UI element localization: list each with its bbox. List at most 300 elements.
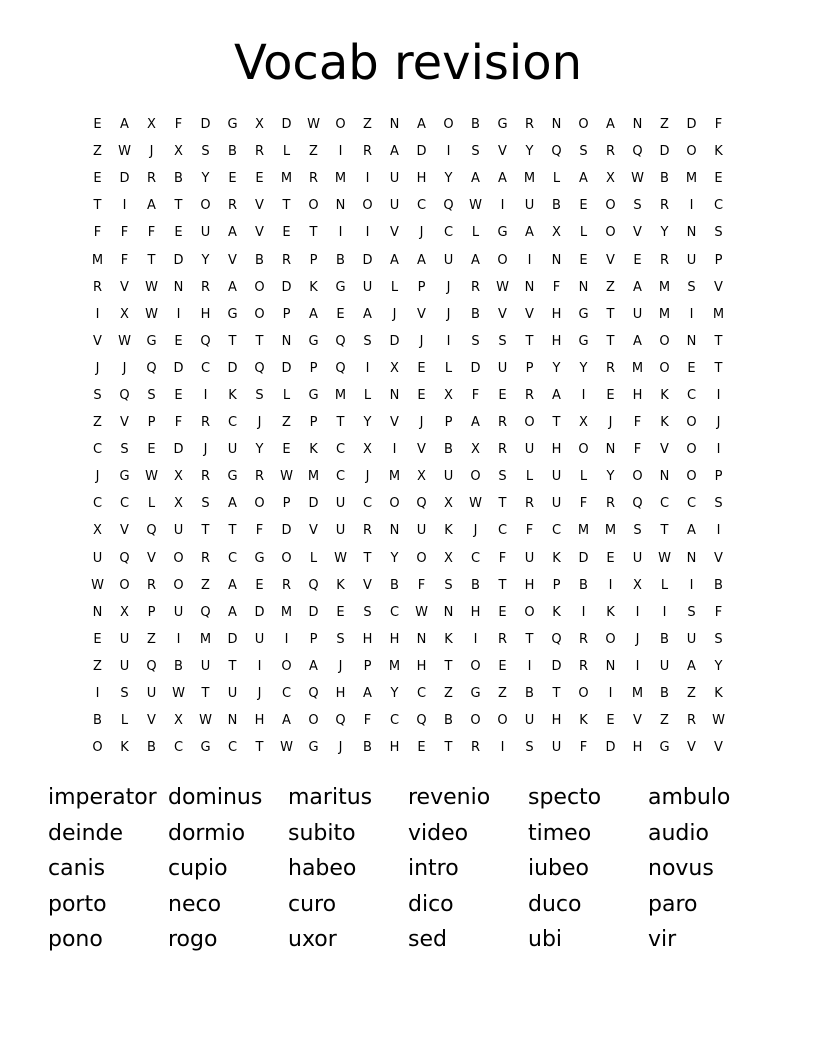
word-list-row [48, 816, 768, 852]
grid-letter: U [146, 686, 157, 702]
grid-letter: C [389, 604, 400, 620]
grid-letter: K [579, 713, 588, 729]
grid-letter: X [174, 496, 183, 512]
grid-letter: M [334, 171, 347, 187]
word-list-item: vir [648, 927, 677, 953]
word-list-item: duco [528, 891, 582, 917]
grid-letter: M [577, 523, 590, 539]
grid-letter: Y [660, 225, 669, 241]
grid-letter: X [633, 577, 642, 593]
grid-letter: U [335, 523, 346, 539]
grid-letter: F [471, 387, 480, 403]
word-list-item: revenio [408, 785, 491, 811]
grid-letter: J [122, 360, 127, 376]
grid-letter: P [147, 604, 156, 620]
grid-letter: I [662, 604, 667, 620]
grid-letter: C [281, 686, 292, 702]
grid-letter: U [551, 740, 562, 756]
grid-letter: V [120, 523, 129, 539]
grid-letter: J [365, 469, 370, 485]
grid-letter: E [93, 631, 102, 647]
grid-letter: S [120, 686, 129, 702]
grid-letter: E [606, 550, 615, 566]
grid-letter: A [120, 117, 129, 133]
grid-letter: N [389, 117, 400, 133]
grid-letter: U [200, 225, 211, 241]
grid-letter: O [335, 117, 346, 133]
grid-letter: T [552, 415, 561, 431]
grid-letter: A [363, 306, 372, 322]
grid-letter: A [606, 117, 615, 133]
grid-letter: Z [93, 144, 102, 160]
grid-letter: Z [201, 577, 210, 593]
grid-letter: N [605, 442, 616, 458]
grid-letter: X [174, 469, 183, 485]
grid-letter: Q [146, 360, 157, 376]
grid-letter: T [606, 306, 615, 322]
grid-letter: W [145, 306, 158, 322]
grid-letter: D [389, 333, 400, 349]
grid-letter: G [254, 550, 265, 566]
grid-letter: I [122, 198, 127, 214]
grid-letter: I [608, 686, 613, 702]
grid-row [84, 626, 732, 653]
word-list-item: imperator [48, 785, 157, 811]
grid-letter: P [309, 360, 318, 376]
grid-letter: Q [632, 144, 643, 160]
grid-letter: T [147, 252, 156, 268]
grid-letter: D [281, 117, 292, 133]
grid-letter: K [606, 604, 615, 620]
grid-letter: V [687, 740, 696, 756]
grid-letter: J [419, 225, 424, 241]
grid-letter: V [309, 523, 318, 539]
grid-letter: S [93, 387, 102, 403]
grid-letter: C [416, 198, 427, 214]
grid-letter: W [118, 144, 131, 160]
grid-letter: C [227, 415, 238, 431]
grid-letter: K [660, 415, 669, 431]
grid-letter: Q [200, 333, 211, 349]
grid-letter: E [714, 171, 723, 187]
grid-letter: B [444, 442, 453, 458]
grid-letter: P [714, 252, 723, 268]
grid-letter: R [524, 117, 535, 133]
grid-letter: Y [390, 686, 399, 702]
grid-letter: N [389, 387, 400, 403]
grid-letter: Q [632, 496, 643, 512]
grid-letter: C [686, 496, 697, 512]
word-list-row [48, 887, 768, 923]
grid-letter: Z [444, 686, 453, 702]
grid-letter: V [498, 306, 507, 322]
grid-letter: F [363, 713, 372, 729]
grid-letter: W [280, 740, 293, 756]
grid-letter: S [687, 279, 696, 295]
grid-letter: V [255, 225, 264, 241]
grid-letter: Z [606, 279, 615, 295]
grid-letter: V [714, 279, 723, 295]
grid-letter: V [417, 442, 426, 458]
grid-letter: U [200, 658, 211, 674]
grid-letter: T [363, 550, 372, 566]
grid-letter: R [308, 171, 319, 187]
grid-letter: I [446, 333, 451, 349]
grid-letter: D [416, 144, 427, 160]
grid-letter: P [147, 415, 156, 431]
grid-letter: G [308, 333, 319, 349]
grid-letter: B [93, 713, 102, 729]
word-list-item: paro [648, 891, 698, 917]
grid-letter: Z [660, 713, 669, 729]
grid-letter: U [173, 604, 184, 620]
grid-letter: H [389, 740, 400, 756]
grid-letter: A [471, 415, 480, 431]
grid-letter: B [471, 117, 480, 133]
grid-letter: C [443, 225, 454, 241]
grid-letter: I [95, 306, 100, 322]
grid-row [84, 707, 732, 734]
grid-letter: X [174, 713, 183, 729]
grid-letter: C [659, 496, 670, 512]
grid-letter: N [659, 469, 670, 485]
grid-letter: B [255, 252, 264, 268]
grid-letter: P [282, 496, 291, 512]
grid-letter: A [687, 658, 696, 674]
grid-letter: Q [308, 577, 319, 593]
grid-letter: W [199, 713, 212, 729]
grid-letter: W [118, 333, 131, 349]
grid-letter: K [309, 279, 318, 295]
grid-letter: G [119, 469, 130, 485]
grid-letter: G [470, 686, 481, 702]
grid-letter: U [659, 658, 670, 674]
word-list-item: habeo [288, 856, 357, 882]
grid-letter: R [659, 198, 670, 214]
grid-letter: F [525, 523, 534, 539]
grid-letter: V [390, 225, 399, 241]
grid-letter: S [147, 387, 156, 403]
grid-letter: A [471, 252, 480, 268]
word-list-item: timeo [528, 820, 592, 846]
grid-letter: A [363, 686, 372, 702]
grid-letter: A [579, 171, 588, 187]
grid-letter: M [199, 631, 212, 647]
grid-letter: I [635, 604, 640, 620]
grid-letter: G [227, 117, 238, 133]
grid-letter: C [92, 442, 103, 458]
grid-letter: Y [390, 550, 399, 566]
grid-letter: N [173, 279, 184, 295]
grid-letter: F [714, 117, 723, 133]
grid-letter: E [336, 604, 345, 620]
grid-letter: X [444, 387, 453, 403]
grid-letter: I [635, 658, 640, 674]
word-list-item: audio [648, 820, 709, 846]
grid-letter: Y [201, 252, 210, 268]
grid-letter: E [255, 171, 264, 187]
grid-letter: O [470, 469, 481, 485]
grid-row [84, 545, 732, 572]
grid-letter: V [714, 740, 723, 756]
grid-letter: L [552, 171, 561, 187]
grid-letter: A [390, 252, 399, 268]
grid-letter: N [605, 658, 616, 674]
grid-letter: J [608, 415, 613, 431]
grid-letter: R [605, 496, 616, 512]
grid-row [84, 138, 732, 165]
grid-letter: B [660, 171, 669, 187]
grid-letter: O [389, 496, 400, 512]
grid-letter: M [334, 387, 347, 403]
grid-letter: S [633, 523, 642, 539]
grid-letter: P [363, 658, 372, 674]
grid-letter: H [200, 306, 211, 322]
grid-letter: Y [552, 360, 561, 376]
grid-letter: Q [308, 686, 319, 702]
grid-letter: H [362, 631, 373, 647]
grid-letter: C [389, 713, 400, 729]
grid-letter: G [497, 225, 508, 241]
grid-letter: M [91, 252, 104, 268]
grid-letter: Y [201, 171, 210, 187]
grid-letter: J [338, 740, 343, 756]
grid-letter: V [390, 415, 399, 431]
grid-letter: R [281, 577, 292, 593]
grid-letter: P [444, 415, 453, 431]
grid-letter: A [525, 225, 534, 241]
grid-row [84, 165, 732, 192]
grid-letter: G [227, 469, 238, 485]
grid-letter: F [147, 225, 156, 241]
grid-row [84, 355, 732, 382]
grid-letter: B [714, 577, 723, 593]
grid-letter: Q [551, 631, 562, 647]
grid-letter: S [444, 577, 453, 593]
grid-letter: I [338, 225, 343, 241]
grid-letter: C [119, 496, 130, 512]
grid-letter: V [633, 713, 642, 729]
grid-letter: F [552, 279, 561, 295]
grid-letter: I [473, 631, 478, 647]
grid-letter: T [201, 686, 210, 702]
grid-letter: D [578, 550, 589, 566]
grid-letter: I [689, 306, 694, 322]
grid-letter: I [284, 631, 289, 647]
grid-letter: L [390, 279, 399, 295]
grid-letter: A [417, 252, 426, 268]
grid-letter: U [632, 306, 643, 322]
grid-row [84, 490, 732, 517]
grid-letter: B [660, 686, 669, 702]
grid-letter: R [497, 415, 508, 431]
grid-letter: R [146, 577, 157, 593]
grid-letter: I [203, 387, 208, 403]
grid-letter: U [335, 496, 346, 512]
grid-letter: U [524, 442, 535, 458]
grid-letter: F [174, 117, 183, 133]
grid-letter: E [498, 604, 507, 620]
word-list-item: iubeo [528, 856, 590, 882]
grid-letter: X [471, 442, 480, 458]
grid-letter: P [417, 279, 426, 295]
grid-letter: I [365, 360, 370, 376]
grid-row [84, 111, 732, 138]
grid-letter: L [444, 360, 453, 376]
grid-letter: S [201, 496, 210, 512]
grid-letter: P [525, 360, 534, 376]
grid-letter: I [365, 171, 370, 187]
grid-letter: V [714, 550, 723, 566]
grid-letter: Q [443, 198, 454, 214]
grid-letter: W [631, 171, 644, 187]
grid-letter: R [686, 713, 697, 729]
grid-letter: B [444, 713, 453, 729]
grid-row [84, 274, 732, 301]
grid-row [84, 599, 732, 626]
grid-letter: C [92, 496, 103, 512]
grid-letter: Z [498, 686, 507, 702]
grid-letter: N [443, 604, 454, 620]
grid-letter: B [147, 740, 156, 756]
grid-letter: V [417, 306, 426, 322]
grid-letter: D [308, 604, 319, 620]
grid-letter: W [496, 279, 509, 295]
grid-letter: C [227, 740, 238, 756]
grid-letter: J [257, 686, 262, 702]
grid-letter: Q [146, 523, 157, 539]
grid-letter: N [686, 333, 697, 349]
grid-letter: H [551, 442, 562, 458]
grid-letter: O [254, 279, 265, 295]
grid-letter: U [551, 469, 562, 485]
grid-letter: G [200, 740, 211, 756]
grid-letter: H [416, 658, 427, 674]
grid-letter: W [712, 713, 725, 729]
grid-letter: F [120, 225, 129, 241]
grid-letter: J [446, 306, 451, 322]
grid-letter: P [714, 469, 723, 485]
grid-letter: T [201, 523, 210, 539]
grid-letter: R [362, 523, 373, 539]
grid-letter: A [228, 577, 237, 593]
grid-letter: E [498, 387, 507, 403]
grid-letter: N [524, 279, 535, 295]
grid-letter: J [95, 469, 100, 485]
grid-row [84, 463, 732, 490]
grid-letter: O [470, 713, 481, 729]
grid-letter: O [605, 225, 616, 241]
grid-letter: Y [363, 415, 372, 431]
grid-letter: S [687, 604, 696, 620]
grid-letter: I [500, 198, 505, 214]
grid-letter: X [390, 360, 399, 376]
grid-letter: X [579, 415, 588, 431]
grid-letter: I [392, 442, 397, 458]
grid-letter: H [254, 713, 265, 729]
grid-letter: K [309, 442, 318, 458]
word-list-item: ubi [528, 927, 563, 953]
grid-letter: D [470, 360, 481, 376]
grid-letter: L [525, 469, 534, 485]
grid-letter: G [578, 333, 589, 349]
grid-letter: D [281, 360, 292, 376]
grid-letter: R [200, 279, 211, 295]
grid-letter: E [282, 442, 291, 458]
grid-letter: I [446, 144, 451, 160]
grid-letter: C [362, 496, 373, 512]
grid-letter: T [336, 415, 345, 431]
grid-letter: R [470, 279, 481, 295]
grid-letter: B [390, 577, 399, 593]
grid-letter: U [686, 252, 697, 268]
grid-letter: E [174, 387, 183, 403]
grid-letter: N [632, 117, 643, 133]
grid-letter: U [443, 252, 454, 268]
grid-letter: T [714, 360, 723, 376]
grid-letter: X [120, 604, 129, 620]
grid-letter: R [497, 442, 508, 458]
grid-letter: V [93, 333, 102, 349]
grid-letter: T [714, 333, 723, 349]
grid-letter: E [93, 117, 102, 133]
grid-letter: S [201, 144, 210, 160]
grid-letter: A [309, 658, 318, 674]
grid-letter: W [145, 469, 158, 485]
grid-row [84, 382, 732, 409]
grid-letter: O [686, 144, 697, 160]
grid-letter: M [631, 686, 644, 702]
grid-letter: M [280, 604, 293, 620]
grid-row [84, 734, 732, 761]
grid-letter: A [552, 387, 561, 403]
grid-letter: R [254, 144, 265, 160]
grid-letter: T [552, 686, 561, 702]
grid-letter: R [497, 631, 508, 647]
grid-letter: W [334, 550, 347, 566]
grid-letter: B [336, 252, 345, 268]
grid-letter: Z [660, 117, 669, 133]
grid-row [84, 572, 732, 599]
grid-letter: V [363, 577, 372, 593]
grid-letter: M [388, 469, 401, 485]
grid-letter: J [419, 333, 424, 349]
word-list-item: curo [288, 891, 337, 917]
grid-letter: U [92, 550, 103, 566]
grid-letter: R [578, 631, 589, 647]
grid-letter: E [174, 333, 183, 349]
grid-letter: R [605, 360, 616, 376]
grid-letter: E [93, 171, 102, 187]
grid-letter: K [228, 387, 237, 403]
grid-letter: H [551, 333, 562, 349]
grid-letter: A [471, 171, 480, 187]
grid-letter: Q [551, 144, 562, 160]
word-list [48, 780, 768, 958]
grid-letter: V [498, 144, 507, 160]
grid-letter: A [687, 523, 696, 539]
grid-letter: W [415, 604, 428, 620]
grid-letter: U [686, 631, 697, 647]
grid-letter: L [579, 469, 588, 485]
grid-letter: Q [335, 333, 346, 349]
grid-letter: Z [363, 117, 372, 133]
grid-letter: V [120, 279, 129, 295]
grid-letter: O [200, 198, 211, 214]
grid-letter: C [335, 442, 346, 458]
grid-letter: S [363, 333, 372, 349]
grid-letter: J [716, 415, 721, 431]
